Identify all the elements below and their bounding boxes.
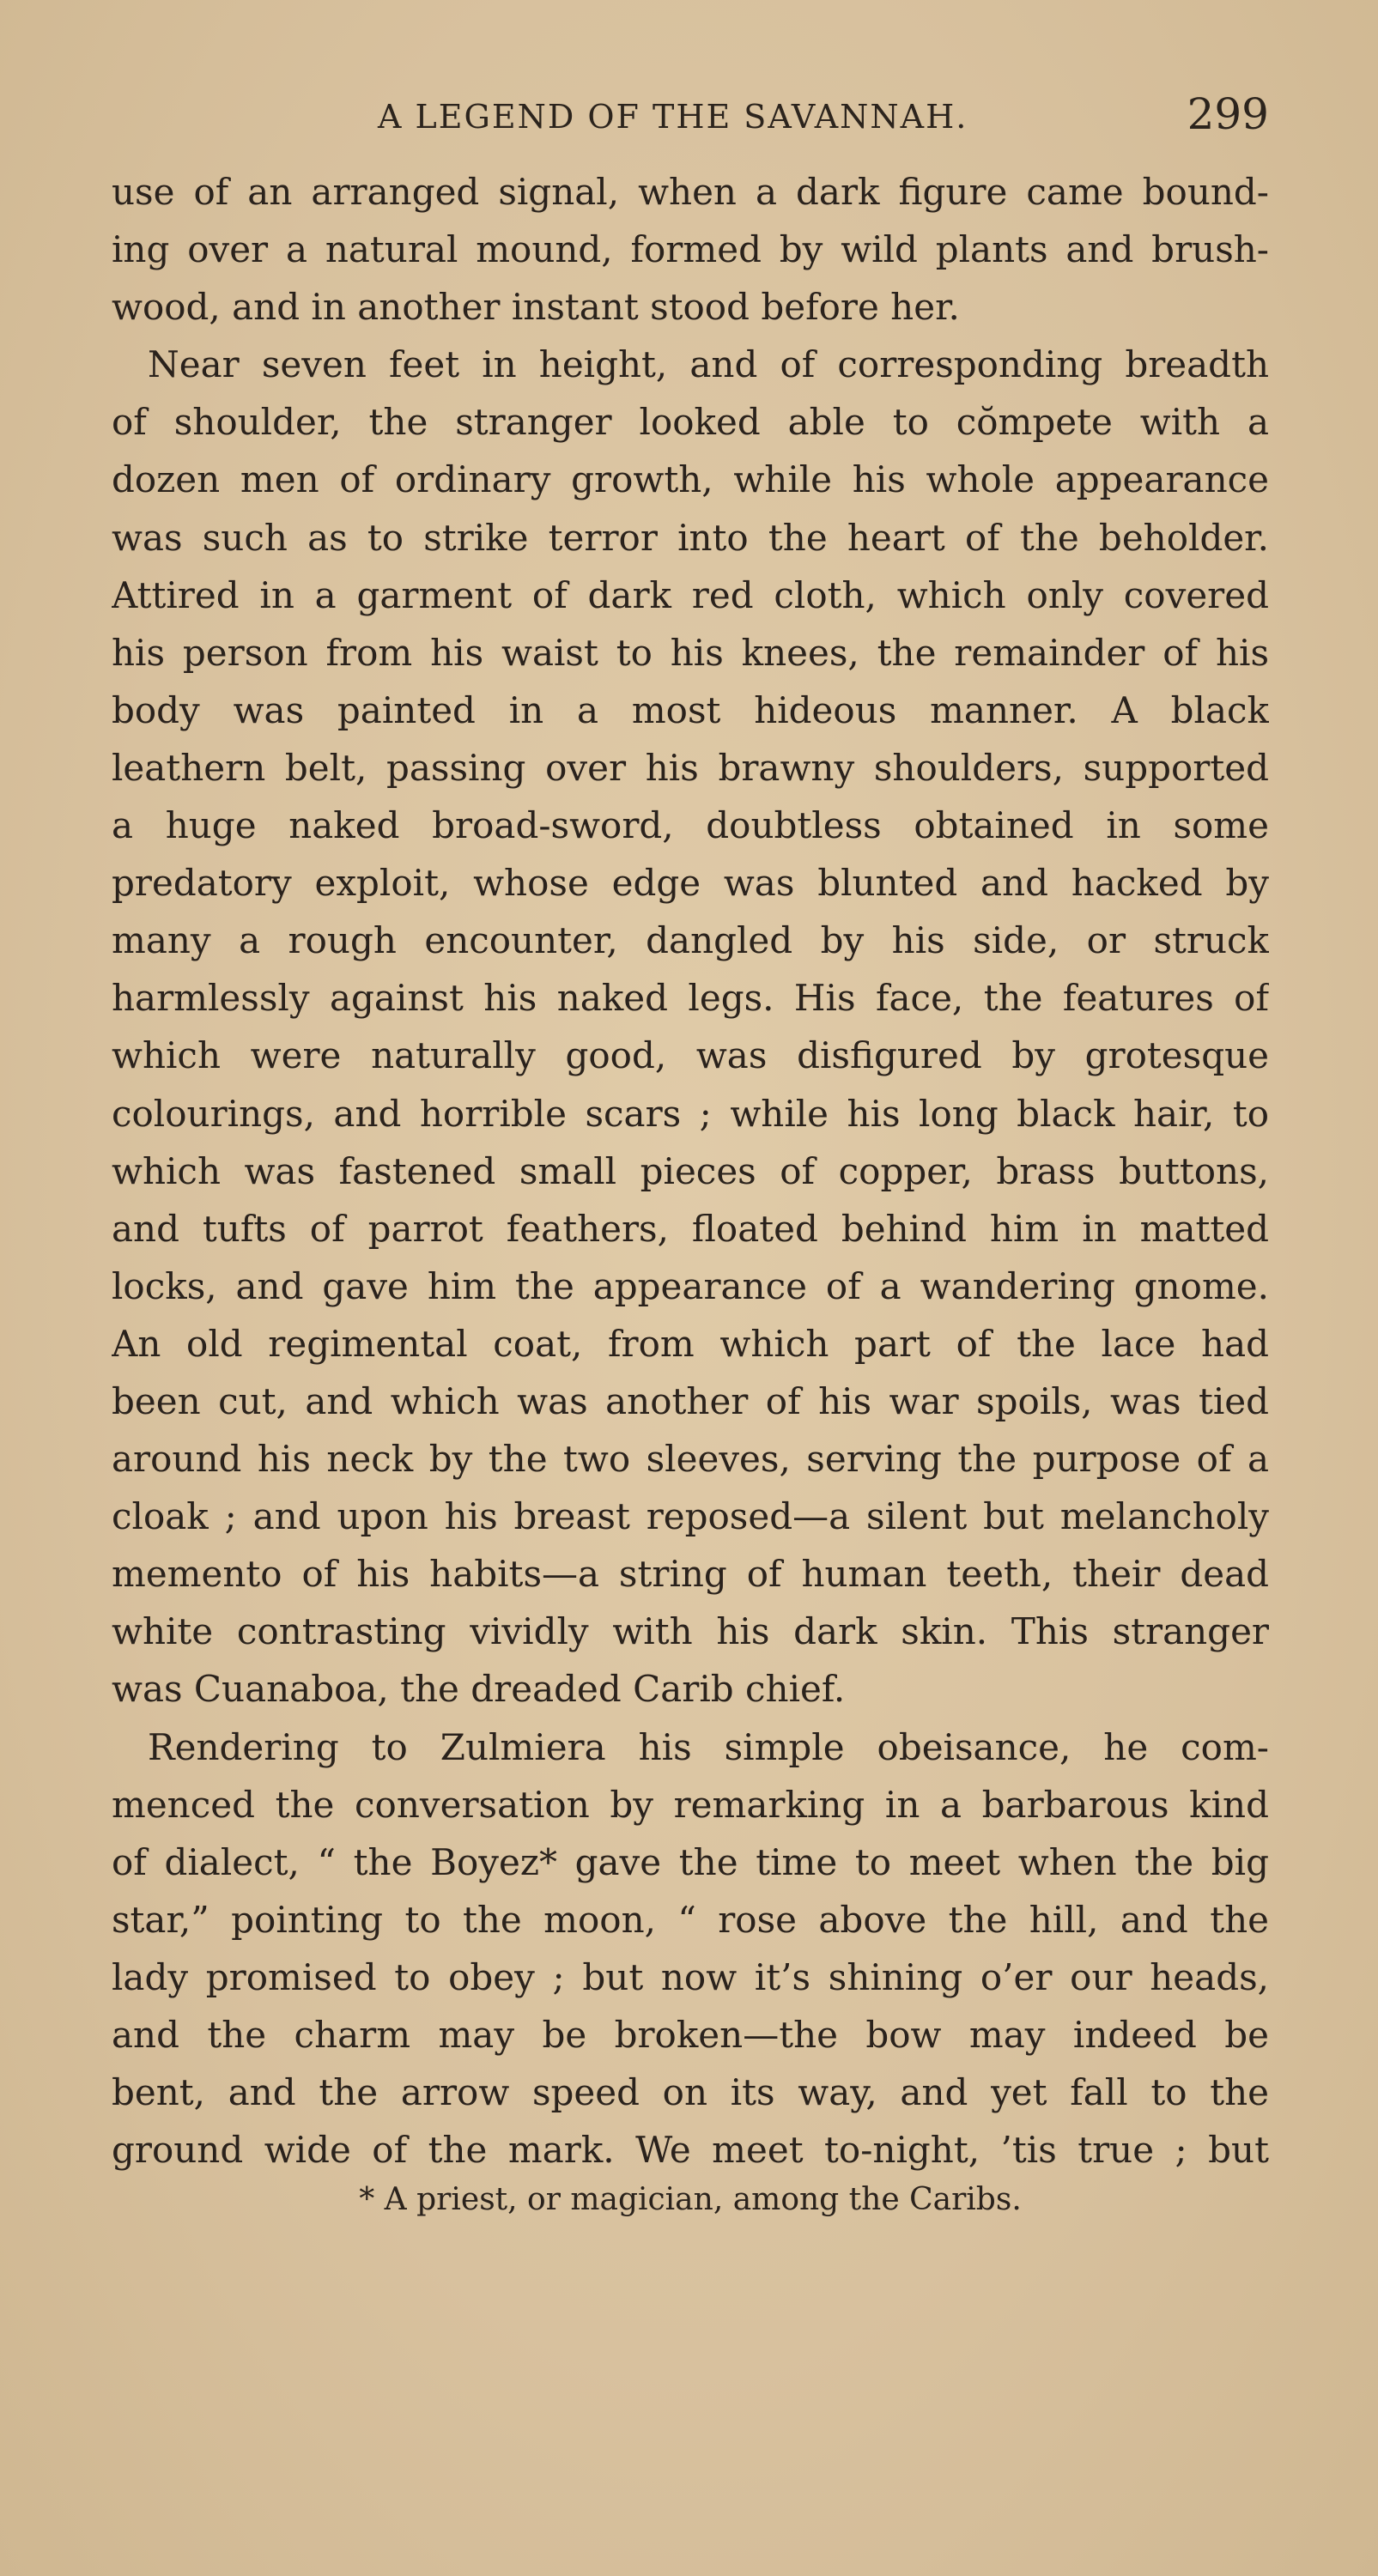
text-line: harmlessly against his naked legs. His face, the features of bbox=[112, 977, 1269, 1020]
text-line: body was painted in a most hideous manner. A black bbox=[112, 688, 1269, 731]
text-line: An old regimental coat, from which part of the lace had bbox=[112, 1322, 1269, 1365]
footnote: * A priest, or magician, among the Caribs. bbox=[359, 2182, 1022, 2217]
text-line: dozen men of ordinary growth, while his whole appearance bbox=[112, 458, 1269, 501]
text-line: locks, and gave him the appearance of a wandering gnome. bbox=[112, 1264, 1269, 1307]
text-line: use of an arranged signal, when a dark figure came bound- bbox=[112, 171, 1269, 213]
text-line: many a rough encounter, dangled by his side, or struck bbox=[112, 919, 1269, 962]
text-line: lady promised to obey ; but now it’s shining o’er our heads, bbox=[112, 1955, 1269, 1998]
text-line: colourings, and horrible scars ; while his long black hair, to bbox=[112, 1092, 1269, 1135]
text-line: his person from his waist to his knees, the remainder of his bbox=[112, 631, 1269, 674]
text-line: was such as to strike terror into the heart of the beholder. bbox=[112, 516, 1269, 559]
text-line: leathern belt, passing over his brawny shoulders, supported bbox=[112, 746, 1269, 789]
text-line: a huge naked broad-sword, doubtless obtained in some bbox=[112, 804, 1269, 847]
text-line: white contrasting vividly with his dark skin. This stranger bbox=[112, 1610, 1269, 1653]
text-line: ing over a natural mound, formed by wild plants and brush- bbox=[112, 228, 1269, 271]
text-line: and the charm may be broken—the bow may indeed be bbox=[112, 2014, 1269, 2056]
text-line: of shoulder, the stranger looked able to cŏmpete with a bbox=[112, 401, 1269, 444]
text-line: star,” pointing to the moon, “ rose above the hill, and the bbox=[112, 1898, 1269, 1941]
text-line: around his neck by the two sleeves, serving the purpose of a bbox=[112, 1438, 1269, 1481]
text-line: memento of his habits—a string of human teeth, their dead bbox=[112, 1553, 1269, 1596]
text-line: which was fastened small pieces of copper, brass buttons, bbox=[112, 1149, 1269, 1192]
text-line: Near seven feet in height, and of corresponding breadth bbox=[148, 343, 1269, 386]
body-text bbox=[112, 163, 1269, 2179]
text-line: menced the conversation by remarking in a barbarous kind bbox=[112, 1783, 1269, 1826]
text-line: which were naturally good, was disfigured by grotesque bbox=[112, 1034, 1269, 1077]
page-number: 299 bbox=[1187, 89, 1269, 139]
running-head bbox=[112, 86, 1269, 155]
text-line: bent, and the arrow speed on its way, and yet fall to the bbox=[112, 2071, 1269, 2114]
text-line: and tufts of parrot feathers, floated behind him in matted bbox=[112, 1207, 1269, 1250]
text-line: Attired in a garment of dark red cloth, which only covered bbox=[112, 573, 1269, 616]
text-line: wood, and in another instant stood before her. bbox=[112, 286, 960, 329]
text-line: predatory exploit, whose edge was blunted and hacked by bbox=[112, 862, 1269, 905]
text-line: was Cuanaboa, the dreaded Carib chief. bbox=[112, 1668, 846, 1711]
running-title: A LEGEND OF THE SAVANNAH. bbox=[378, 98, 968, 136]
text-line: ground wide of the mark. We meet to-night, ’tis true ; but bbox=[112, 2129, 1269, 2172]
text-line: been cut, and which was another of his war spoils, was tied bbox=[112, 1379, 1269, 1422]
text-line: cloak ; and upon his breast reposed—a silent but melancholy bbox=[112, 1495, 1269, 1538]
text-line: of dialect, “ the Boyez* gave the time to meet when the big bbox=[112, 1840, 1269, 1883]
text-line: Rendering to Zulmiera his simple obeisance, he com- bbox=[148, 1725, 1269, 1768]
